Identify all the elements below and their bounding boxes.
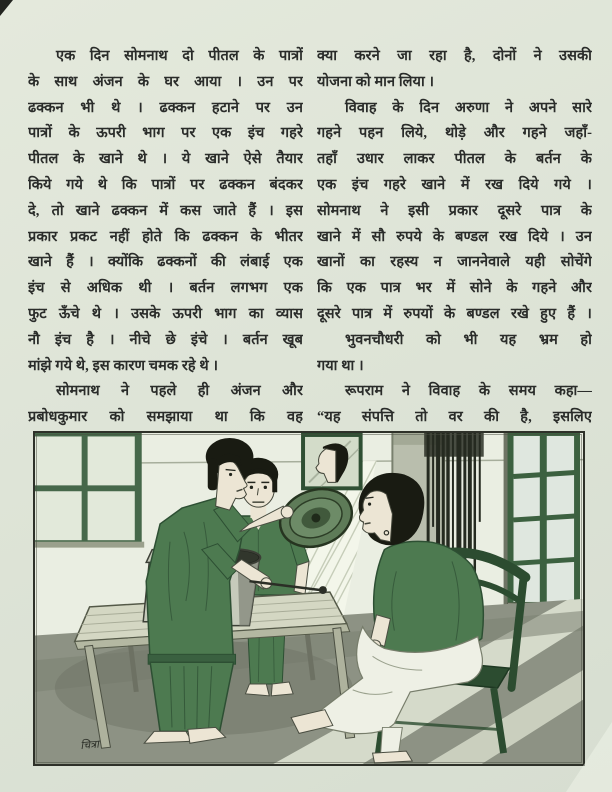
text-line: खाने में सौ रुपये के बण्डल रख दिये । उन	[317, 228, 592, 245]
text-line: पीतल के खाने थे । ये खाने ऐसे तैयार	[28, 151, 303, 168]
left-column	[28, 44, 303, 431]
text-line: मांझे गये थे, इस कारण चमक रहे थे ।	[28, 357, 219, 374]
man-left-dhoti	[150, 662, 233, 731]
text-line: दे, तो खाने ढक्कन में कस जाते हैं । इस	[28, 202, 303, 219]
text-line: इंच से अधिक थी । बर्तन लगभग एक	[28, 280, 303, 297]
illustration-svg	[35, 433, 583, 764]
text-line: तहाँ उधार लाकर पीतल के बर्तन के	[317, 151, 592, 168]
text-line: क्या करने जा रहा है, दोनों ने उसकी	[317, 48, 592, 64]
left-window	[35, 433, 144, 548]
text-line: गया था ।	[317, 357, 364, 374]
text-line: गहने पहन लिये, थोड़े और गहने जहाँ-	[317, 125, 592, 142]
text-line: प्रकार प्रकट नहीं होते कि ढक्कन के भीतर	[28, 228, 303, 245]
man-middle-foot	[245, 684, 269, 696]
text-line: भुवनचौधरी को भी यह भ्रम हो	[345, 331, 592, 348]
text-line: प्रबोधकुमार को समझाया था कि वह	[28, 409, 303, 426]
text-line: एक दिन सोमनाथ दो पीतल के पात्रों	[56, 48, 303, 64]
scan-corner-shadow	[0, 0, 13, 16]
text-line: किये गये थे कि पात्रों पर ढक्कन बंदकर	[28, 176, 303, 193]
text-line: रूपराम ने विवाह के समय कहा—	[345, 383, 592, 400]
text-line: सोमनाथ ने इसी प्रकार दूसरे पात्र के	[317, 202, 592, 219]
text-line: फुट ऊँचे थे । उसके ऊपरी भाग का व्यास	[28, 305, 303, 322]
story-illustration	[33, 431, 585, 766]
body-text	[28, 44, 592, 431]
text-line: नौ इंच है । नीचे छे इंचे । बर्तन खूब	[28, 331, 303, 348]
man-seated-foot	[373, 751, 413, 763]
text-line: “यह संपत्ति तो वर की है, इसलिए	[317, 409, 592, 426]
right-column	[317, 44, 592, 431]
right-window	[504, 433, 583, 610]
text-line: योजना को मान लिया ।	[317, 73, 435, 90]
page-curl	[566, 722, 612, 792]
text-line: पात्रों के ऊपरी भाग पर एक इंच गहरे	[28, 125, 303, 142]
text-line: कि एक पात्र भर में सोने के गहने और	[317, 280, 592, 297]
artist-signature: चित्रा	[79, 738, 100, 753]
text-line: विवाह के दिन अरुणा ने अपने सारे	[345, 99, 592, 116]
text-line: सोमनाथ ने पहले ही अंजन और	[56, 383, 303, 400]
text-line: के साथ अंजन के घर आया । उन पर	[28, 73, 303, 90]
man-middle-foot	[271, 682, 293, 696]
man-left-hand	[281, 506, 293, 518]
text-line: खाने हैं । क्योंकि ढक्कनों की लंबाई एक	[28, 254, 303, 271]
text-line: एक इंच गहरे खाने में रख दिये गये ।	[317, 176, 592, 193]
text-line: खानों का रहस्य न जाननेवाले यही सोचेंगे	[317, 254, 592, 271]
text-line: ढक्कन भी थे । ढक्कन हटाने पर उन	[28, 99, 303, 116]
wall-portrait	[303, 435, 361, 488]
text-line: दूसरे पात्र में रुपयों के बण्डल रखे हुए हैं ।	[317, 305, 592, 322]
